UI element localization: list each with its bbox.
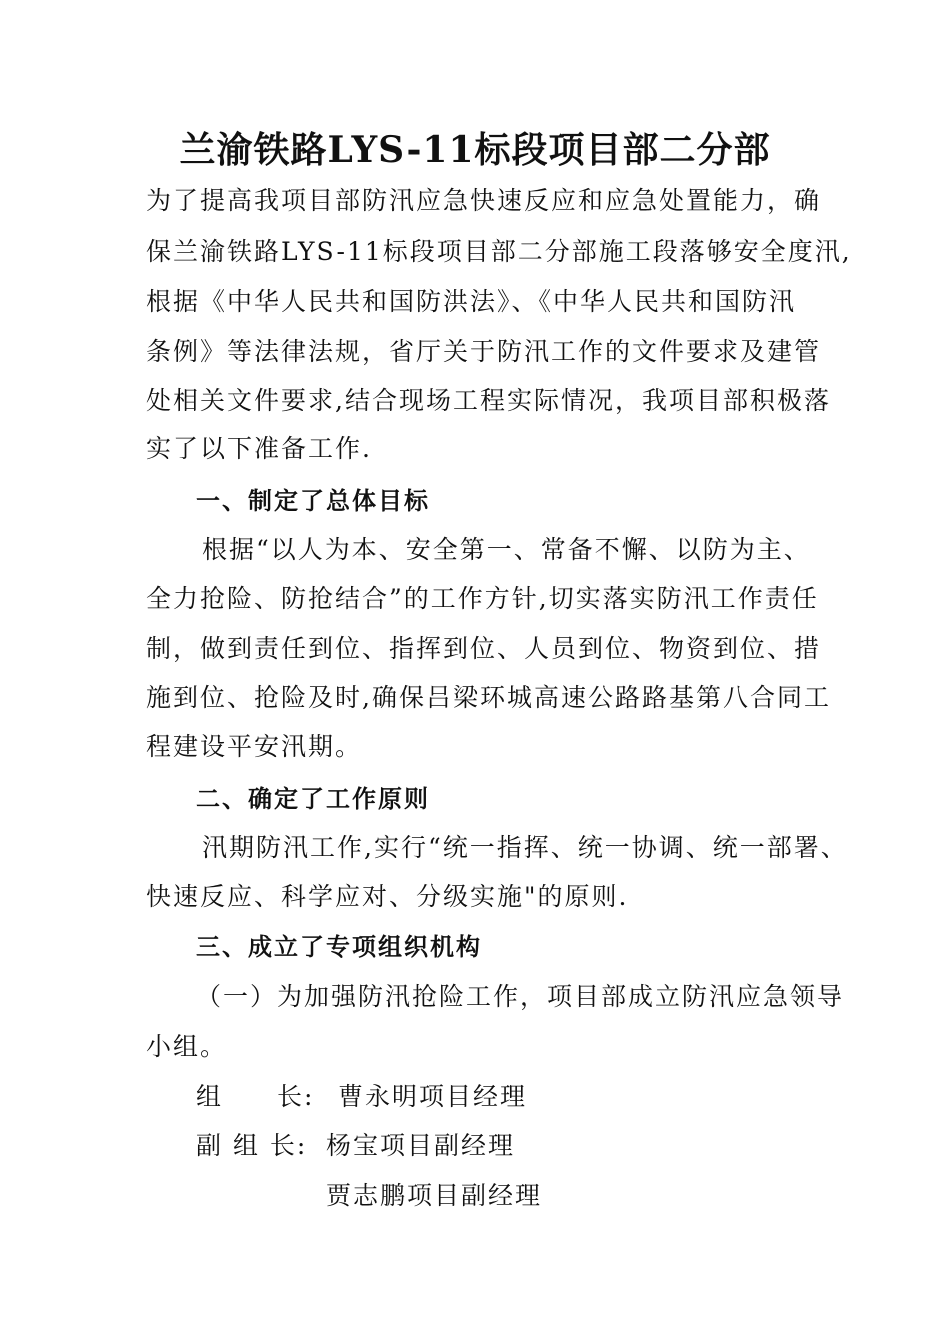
intro-line: 根据《中华人民共和国防洪法》、《中华人民共和国防汛	[146, 287, 797, 316]
role-person: 曹永明项目经理	[338, 1082, 528, 1111]
role-label: 组 长:	[196, 1082, 315, 1111]
section-1-line: 施到位、抢险及时,确保吕梁环城高速公路路基第八合同工	[146, 683, 831, 712]
page-title: 兰渝铁路LYS-11标段项目部二分部	[179, 129, 771, 171]
intro-line: 保兰渝铁路LYS-11标段项目部二分部施工段落够安全度汛,	[146, 237, 852, 266]
section-3-heading: 三、成立了专项组织机构	[196, 933, 482, 961]
section-2-heading: 二、确定了工作原则	[196, 785, 430, 813]
section-1-line: 制，做到责任到位、指挥到位、人员到位、物资到位、措	[146, 634, 822, 663]
intro-line: 为了提高我项目部防汛应急快速反应和应急处置能力，确	[146, 186, 822, 215]
intro-line: 处相关文件要求,结合现场工程实际情况，我项目部积极落	[146, 386, 831, 415]
role-label: 副 组 长:	[196, 1131, 308, 1160]
role-person: 贾志鹏项目副经理	[326, 1181, 543, 1210]
intro-line: 实了以下准备工作.	[146, 434, 372, 463]
section-2-line: 快速反应、科学应对、分级实施"的原则.	[146, 882, 629, 911]
section-1-line: 根据“以人为本、安全第一、常备不懈、以防为主、	[202, 535, 811, 564]
section-1-line: 程建设平安汛期。	[146, 732, 363, 761]
section-3-line: 小组。	[146, 1032, 228, 1061]
section-2-line: 汛期防汛工作,实行“统一指挥、统一协调、统一部署、	[202, 833, 848, 862]
intro-line: 条例》等法律法规，省厅关于防汛工作的文件要求及建管	[146, 337, 822, 366]
section-3-line: （一）为加强防汛抢险工作，项目部成立防汛应急领导	[196, 982, 845, 1011]
section-1-heading: 一、制定了总体目标	[196, 487, 430, 515]
section-1-line: 全力抢险、防抢结合”的工作方针,切实落实防汛工作责任	[146, 584, 819, 613]
role-person: 杨宝项目副经理	[326, 1131, 516, 1160]
